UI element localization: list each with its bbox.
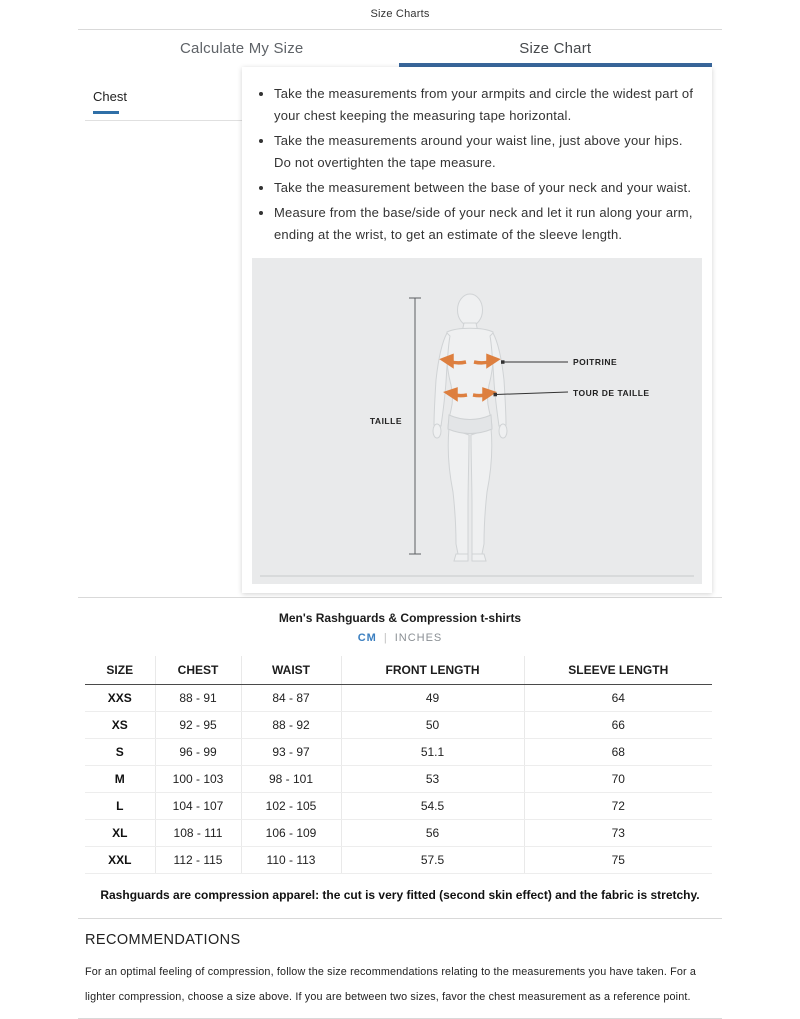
tab-size-chart[interactable]: Size Chart	[399, 30, 713, 67]
measurement-cell: 100 - 103	[155, 766, 241, 793]
active-tab-underline	[93, 111, 119, 114]
measurement-cell: 108 - 111	[155, 820, 241, 847]
measurement-cell: 50	[341, 712, 524, 739]
size-table-title: Men's Rashguards & Compression t-shirts	[278, 611, 522, 625]
sidebar-item-label: Chest	[93, 89, 127, 104]
instructions-list	[274, 83, 698, 246]
instruction-item: • Take the measurements from your armpits and circle the widest part of your chest keeping the measuring tape horizontal.	[274, 83, 698, 127]
instruction-item: • Take the measurement between the base of your neck and your waist.	[274, 177, 698, 199]
size-cell: M	[85, 766, 155, 793]
measurement-cell: 57.5	[341, 847, 524, 874]
measurement-instructions-card	[242, 67, 712, 593]
measurement-cell: 88 - 91	[155, 685, 241, 712]
column-header-size: SIZE	[85, 656, 155, 685]
measurement-cell: 64	[524, 685, 712, 712]
instruction-item: • Take the measurements around your waist line, just above your hips. Do not overtighten the tape measure.	[274, 130, 698, 174]
recommendations-section	[85, 919, 712, 1018]
measurement-cell: 54.5	[341, 793, 524, 820]
leader-lines	[496, 362, 568, 395]
measurement-cell: 56	[341, 820, 524, 847]
table-row	[85, 793, 712, 820]
table-header-row	[85, 656, 712, 685]
instruction-item: • Measure from the base/side of your neck and let it run along your arm, ending at the wrist, to get an estimate of the sleeve length.	[274, 202, 698, 246]
size-table-body	[85, 685, 712, 874]
measurement-cell: 66	[524, 712, 712, 739]
table-row	[85, 739, 712, 766]
column-header-waist: WAIST	[241, 656, 341, 685]
measurement-cell: 53	[341, 766, 524, 793]
chest-label: POITRINE	[573, 357, 618, 367]
measurement-cell: 68	[524, 739, 712, 766]
measurement-cell: 51.1	[341, 739, 524, 766]
column-header-chest: CHEST	[155, 656, 241, 685]
size-table	[85, 656, 712, 874]
measurement-diagram	[252, 258, 702, 584]
measurement-cell: 75	[524, 847, 712, 874]
mannequin-figure	[252, 258, 702, 584]
size-cell: XXL	[85, 847, 155, 874]
tab-calculate-my-size[interactable]: Calculate My Size	[180, 40, 304, 57]
size-cell: XS	[85, 712, 155, 739]
table-row	[85, 685, 712, 712]
compression-note: Rashguards are compression apparel: the cut is very fitted (second skin effect) and the fabric is stretchy.	[100, 888, 700, 902]
measurement-cell: 110 - 113	[241, 847, 341, 874]
measurement-cell: 104 - 107	[155, 793, 241, 820]
size-cell: L	[85, 793, 155, 820]
measurement-cell: 72	[524, 793, 712, 820]
column-header-sleeve-length: SLEEVE LENGTH	[524, 656, 712, 685]
measurement-cell: 92 - 95	[155, 712, 241, 739]
unit-inches[interactable]: INCHES	[394, 632, 443, 644]
unit-cm[interactable]: CM	[357, 632, 377, 644]
measurement-cell: 96 - 99	[155, 739, 241, 766]
size-cell: XXS	[85, 685, 155, 712]
unit-separator: |	[383, 632, 388, 644]
table-row	[85, 712, 712, 739]
column-header-front-length: FRONT LENGTH	[341, 656, 524, 685]
measurement-cell: 88 - 92	[241, 712, 341, 739]
unit-toggle	[0, 632, 800, 656]
height-measure-line	[409, 298, 421, 554]
measurement-cell: 106 - 109	[241, 820, 341, 847]
height-label: TAILLE	[369, 416, 402, 426]
measurement-cell: 98 - 101	[241, 766, 341, 793]
waist-label: TOUR DE TAILLE	[573, 388, 650, 398]
sidebar-item-chest[interactable]	[85, 67, 242, 121]
sidebar	[85, 67, 242, 597]
measurement-cell: 102 - 105	[241, 793, 341, 820]
size-chart-panel	[85, 67, 712, 597]
page-title: Size Charts	[370, 8, 430, 20]
measurement-cell: 70	[524, 766, 712, 793]
size-cell: XL	[85, 820, 155, 847]
table-row	[85, 847, 712, 874]
recommendations-body: For an optimal feeling of compression, follow the size recommendations relating to the measurements you have taken. For a lighter compression, choose a size above. If you are between two sizes, favor the chest measurement as a reference point.	[85, 966, 697, 1003]
recommendations-heading: RECOMMENDATIONS	[85, 932, 241, 948]
table-row	[85, 766, 712, 793]
measurement-cell: 112 - 115	[155, 847, 241, 874]
measurement-cell: 49	[341, 685, 524, 712]
size-cell: S	[85, 739, 155, 766]
measurement-cell: 84 - 87	[241, 685, 341, 712]
tab-bar	[85, 30, 712, 67]
measurement-cell: 93 - 97	[241, 739, 341, 766]
table-row	[85, 820, 712, 847]
measurement-cell: 73	[524, 820, 712, 847]
